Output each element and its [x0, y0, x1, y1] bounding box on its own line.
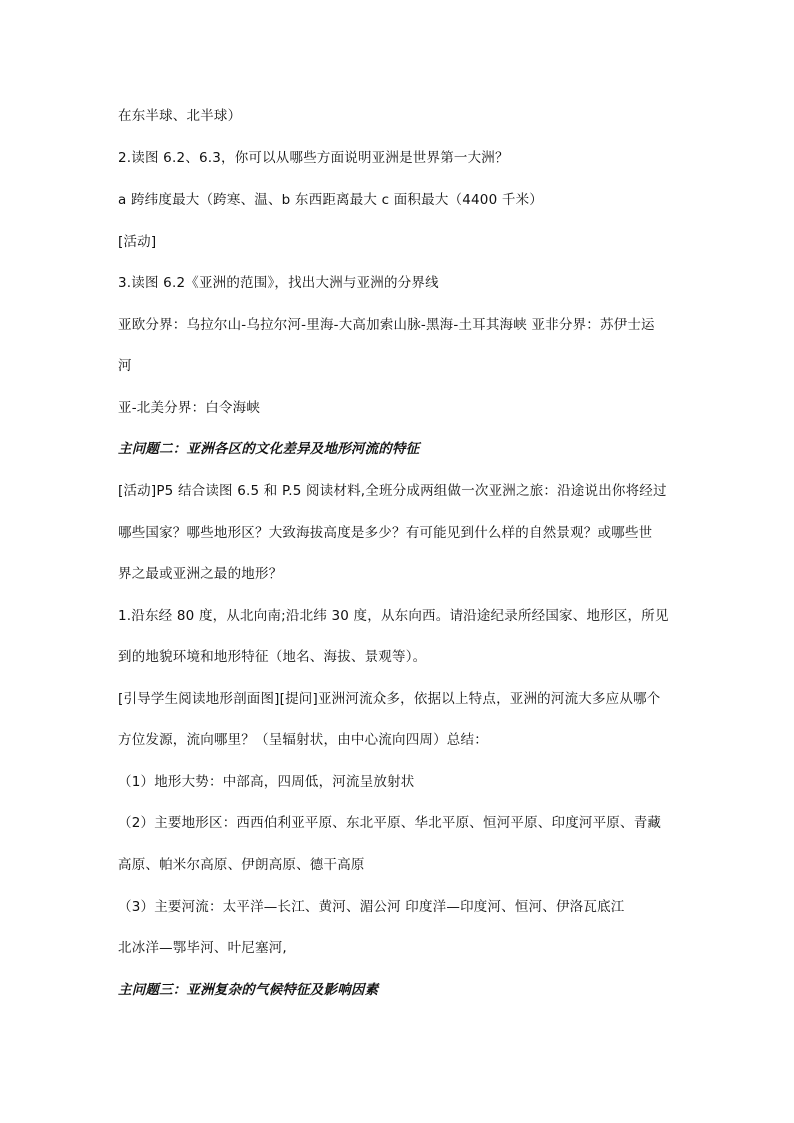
text-line: [活动]P5 结合读图 6.5 和 P.5 阅读材料,全班分成两组做一次亚洲之旅：沿途说出你将经过 — [118, 483, 667, 499]
text-line: 高原、帕米尔高原、伊朗高原、德干高原 — [118, 857, 365, 873]
text-line: [引导学生阅读地形剖面图][提问]亚洲河流众多，依据以上特点，亚洲的河流大多应从哪个 — [118, 691, 661, 707]
text-line: 方位发源，流向哪里？（呈辐射状，由中心流向四周）总结： — [118, 732, 488, 748]
text-line: 亚-北美分界：白令海峡 — [118, 400, 261, 416]
text-line: 到的地貌环境和地形特征（地名、海拔、景观等）。 — [118, 649, 427, 665]
text-line: 界之最或亚洲之最的地形？ — [118, 566, 283, 582]
section-heading: 主问题二：亚洲各区的文化差异及地形河流的特征 — [118, 441, 420, 457]
text-line: 亚欧分界：乌拉尔山-乌拉尔河-里海-大高加索山脉-黑海-土耳其海峡 亚非分界：苏伊士运 — [118, 317, 655, 333]
text-line: a 跨纬度最大（跨寒、温、b 东西距离最大 c 面积最大（4400 千米） — [118, 192, 543, 208]
text-line: 在东半球、北半球） — [118, 108, 242, 124]
text-line: 北冰洋—鄂毕河、叶尼塞河, — [118, 940, 287, 956]
section-heading: 主问题三：亚洲复杂的气候特征及影响因素 — [118, 982, 379, 998]
text-line: （1）地形大势：中部高，四周低，河流呈放射状 — [118, 774, 415, 790]
text-line: 哪些国家？哪些地形区？大致海拔高度是多少？有可能见到什么样的自然景观？或哪些世 — [118, 525, 653, 541]
text-line: [活动] — [118, 234, 157, 250]
text-line: 1.沿东经 80 度，从北向南;沿北纬 30 度，从东向西。请沿途纪录所经国家、地形区，所见 — [118, 608, 669, 624]
text-line: （2）主要地形区：西西伯利亚平原、东北平原、华北平原、恒河平原、印度河平原、青藏 — [118, 815, 662, 831]
text-line: 3.读图 6.2《亚洲的范围》，找出大洲与亚洲的分界线 — [118, 275, 439, 291]
text-line: 河 — [118, 358, 132, 374]
text-line: 2.读图 6.2、6.3，你可以从哪些方面说明亚洲是世界第一大洲？ — [118, 150, 509, 166]
text-line: （3）主要河流：太平洋—长江、黄河、湄公河 印度洋—印度河、恒河、伊洛瓦底江 — [118, 899, 625, 915]
